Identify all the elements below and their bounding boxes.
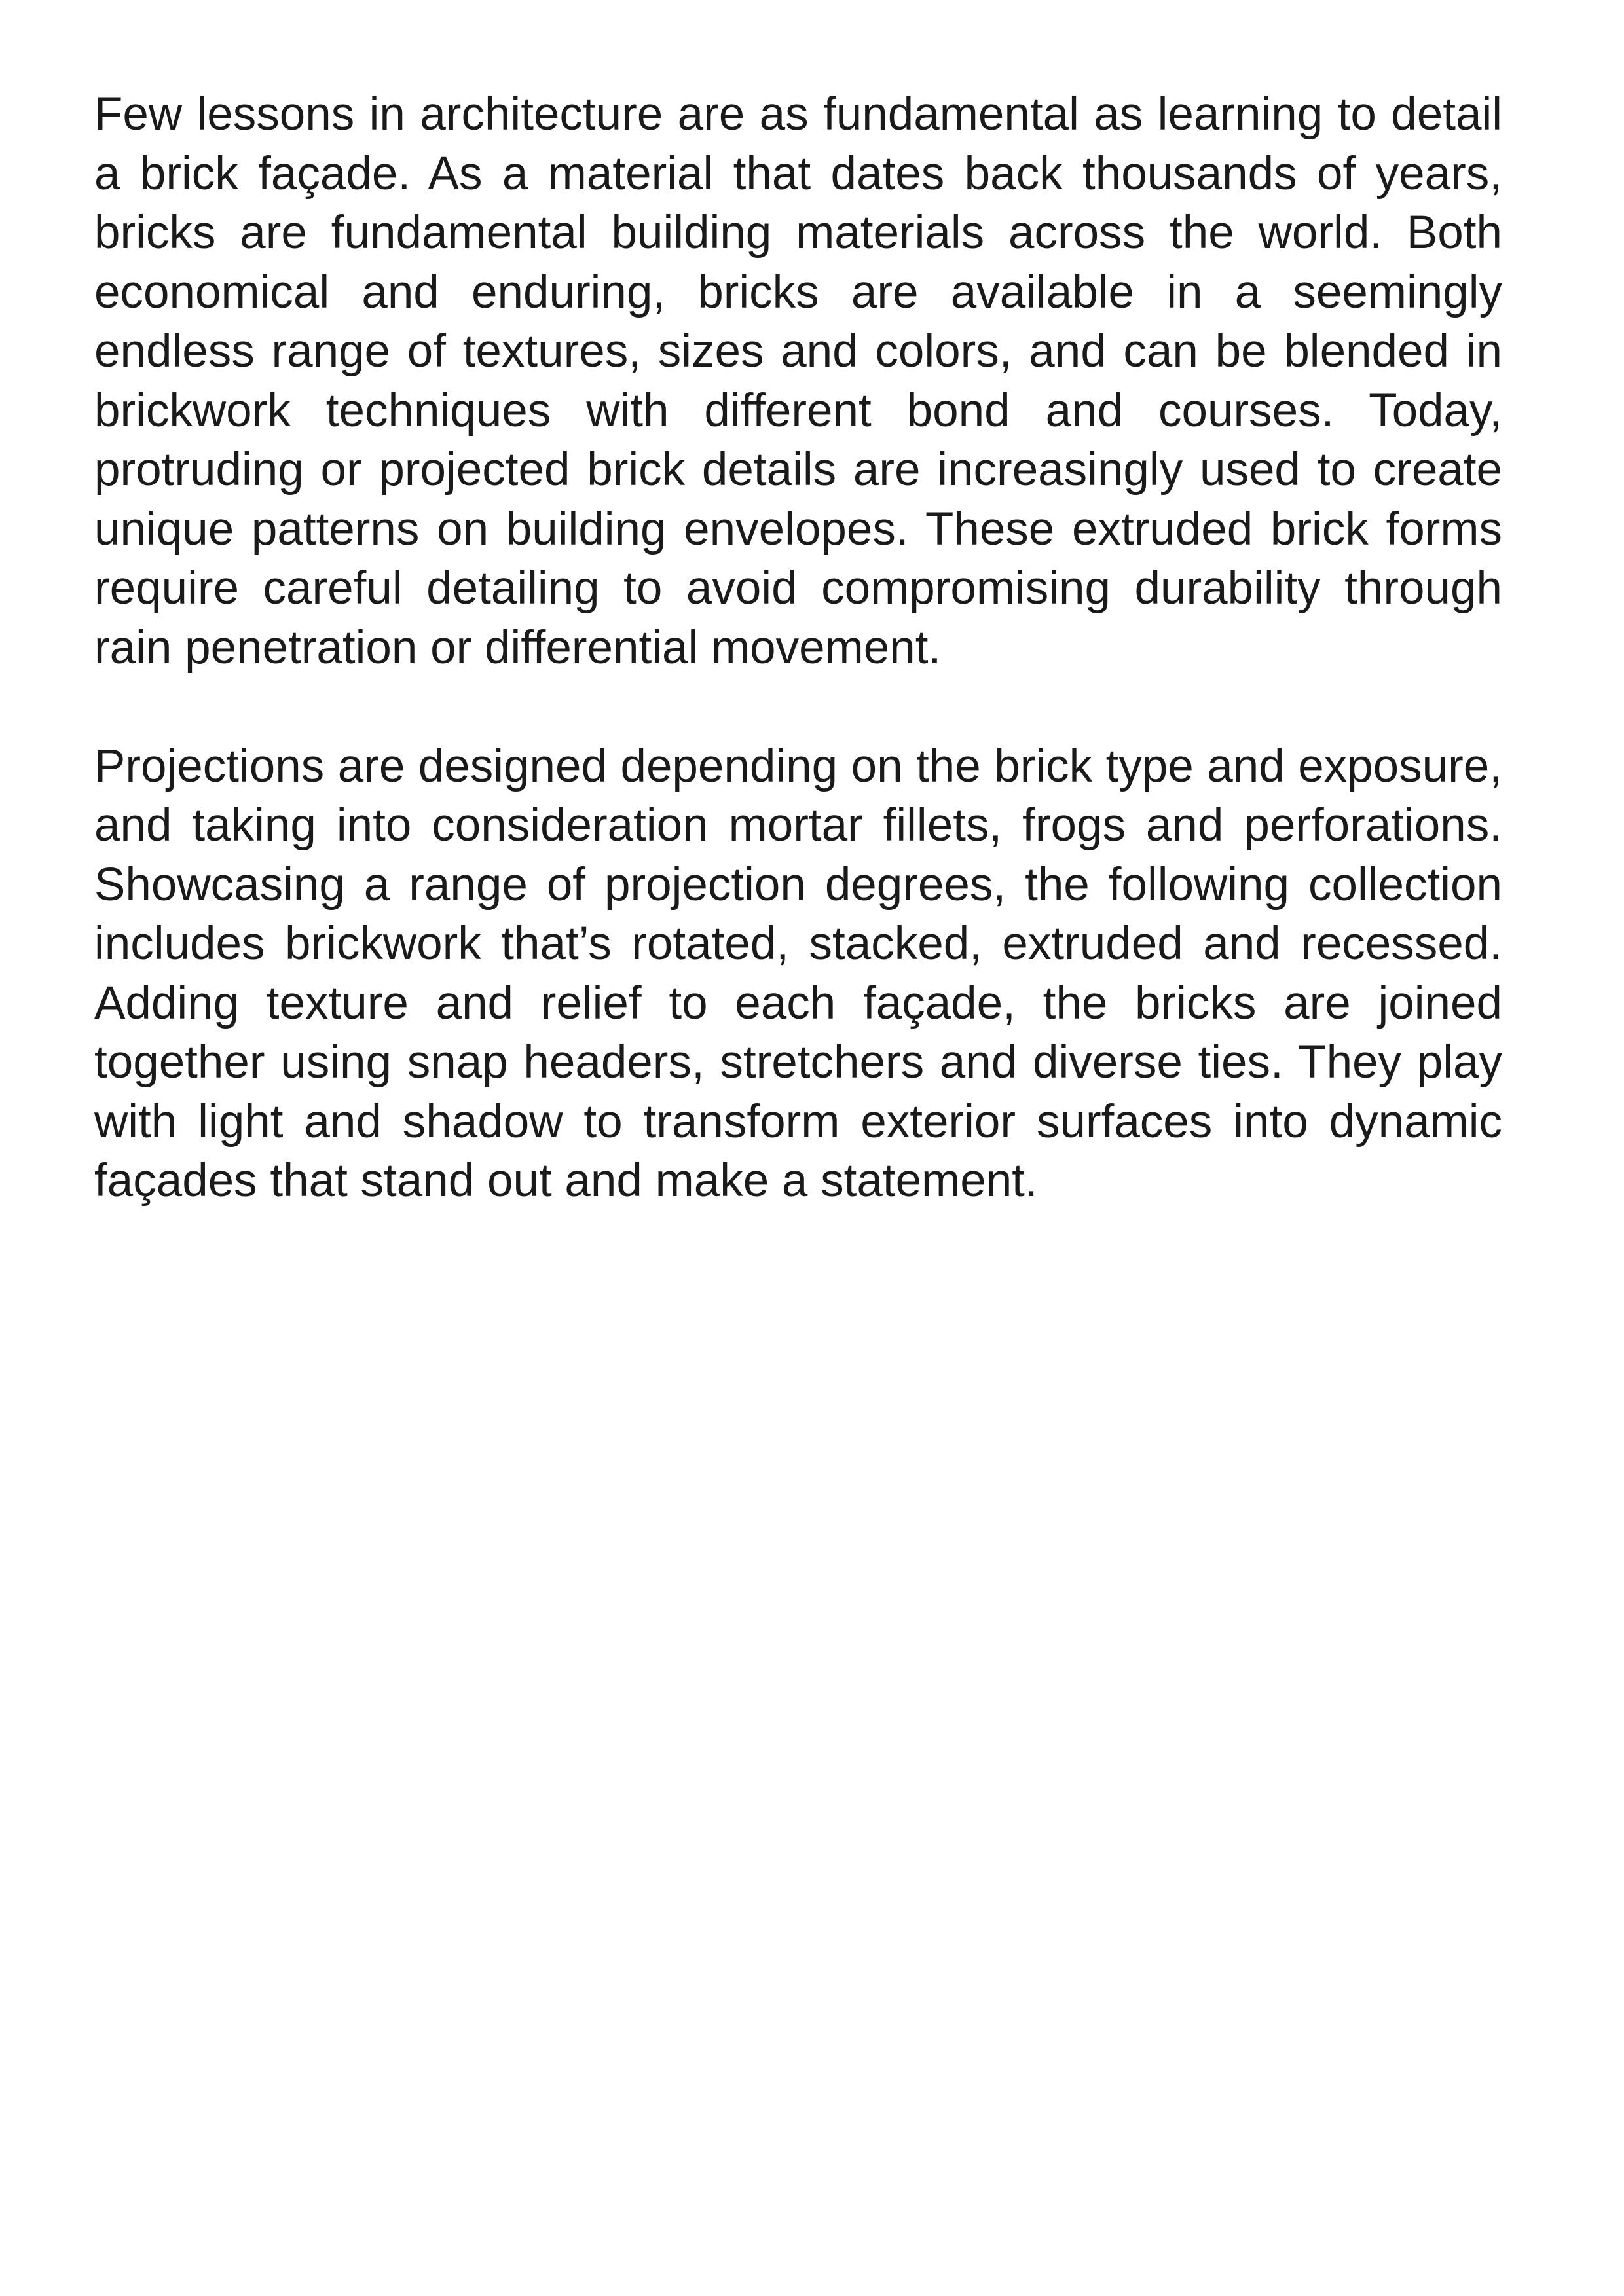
body-text xyxy=(94,85,1502,1211)
paragraph-intro: Few lessons in architecture are as fundamental as learning to detail a brick façade. As a material that dates back thousands of years, bricks are fundamental building materials across the world. Both economical and enduring, bricks are available in a seemingly endless range of textures, sizes and colors, and can be blended in brickwork techniques with different bond and courses. Today, protruding or projected brick details are increasingly used to create unique patterns on building envelopes. These extruded brick forms require careful detailing to avoid compromising durability through rain penetration or differential movement. xyxy=(94,88,1502,674)
paragraph-projections: Projections are designed depending on the brick type and exposure, and taking into consideration mortar fillets, frogs and perforations. Showcasing a range of projection degrees, the following collection includes brickwork that’s rotated, stacked, extruded and recessed. Adding texture and relief to each façade, the bricks are joined together using snap headers, stretchers and diverse ties. They play with light and shadow to transform exterior surfaces into dynamic façades that stand out and make a statement. xyxy=(94,740,1502,1207)
